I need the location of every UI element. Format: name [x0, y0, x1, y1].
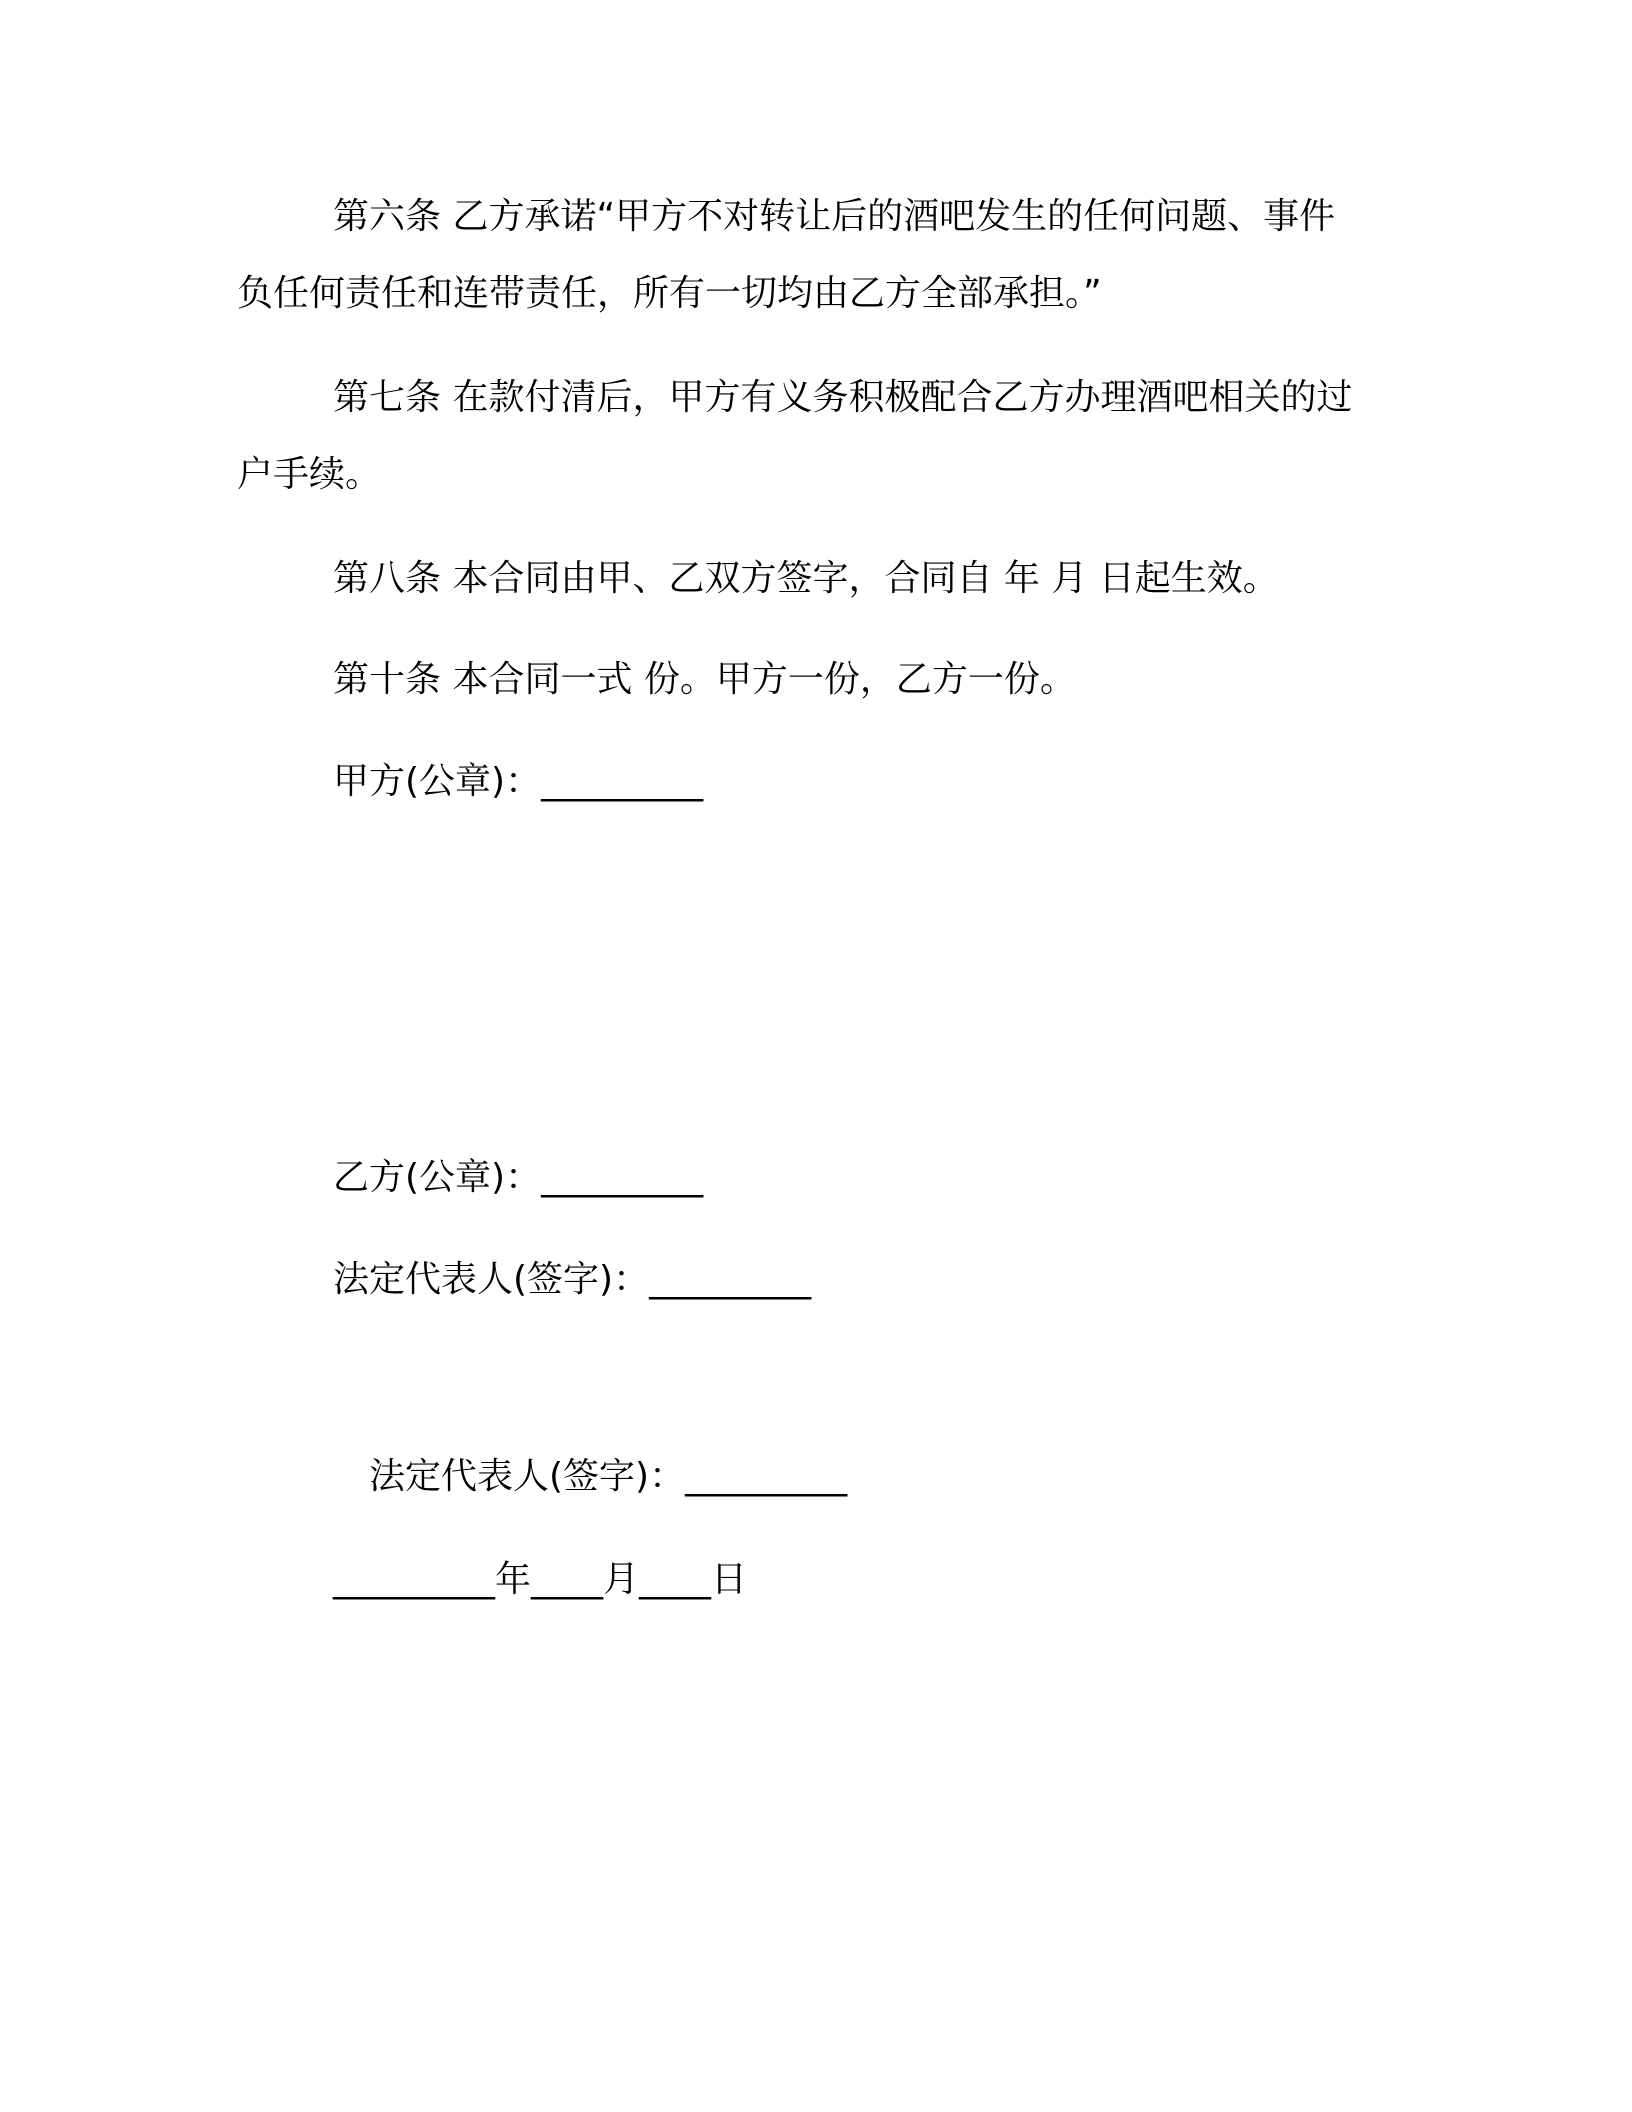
article-6-line-2: 负任何责任和连带责任，所有一切均由乙方全部承担。” [237, 273, 1102, 314]
article-10: 第十条 本合同一式 份。甲方一份，乙方一份。 [333, 659, 1076, 700]
legal-representative-signature-line: 法定代表人(签字)：_________ [333, 1259, 812, 1300]
legal-representative-signature-line-2: 法定代表人(签字)：_________ [369, 1456, 848, 1497]
article-7-line-2: 户手续。 [237, 454, 382, 495]
article-7-line-1: 第七条 在款付清后，甲方有义务积极配合乙方办理酒吧相关的过 [333, 377, 1353, 418]
article-6-line-1: 第六条 乙方承诺“甲方不对转让后的酒吧发生的任何问题、事件 [333, 196, 1336, 237]
article-8: 第八条 本合同由甲、乙双方签字，合同自 年 月 日起生效。 [333, 558, 1279, 599]
party-a-seal-line: 甲方(公章)：_________ [333, 761, 704, 802]
date-line: _________年____月____日 [333, 1559, 747, 1600]
party-b-seal-line: 乙方(公章)：_________ [333, 1157, 704, 1198]
